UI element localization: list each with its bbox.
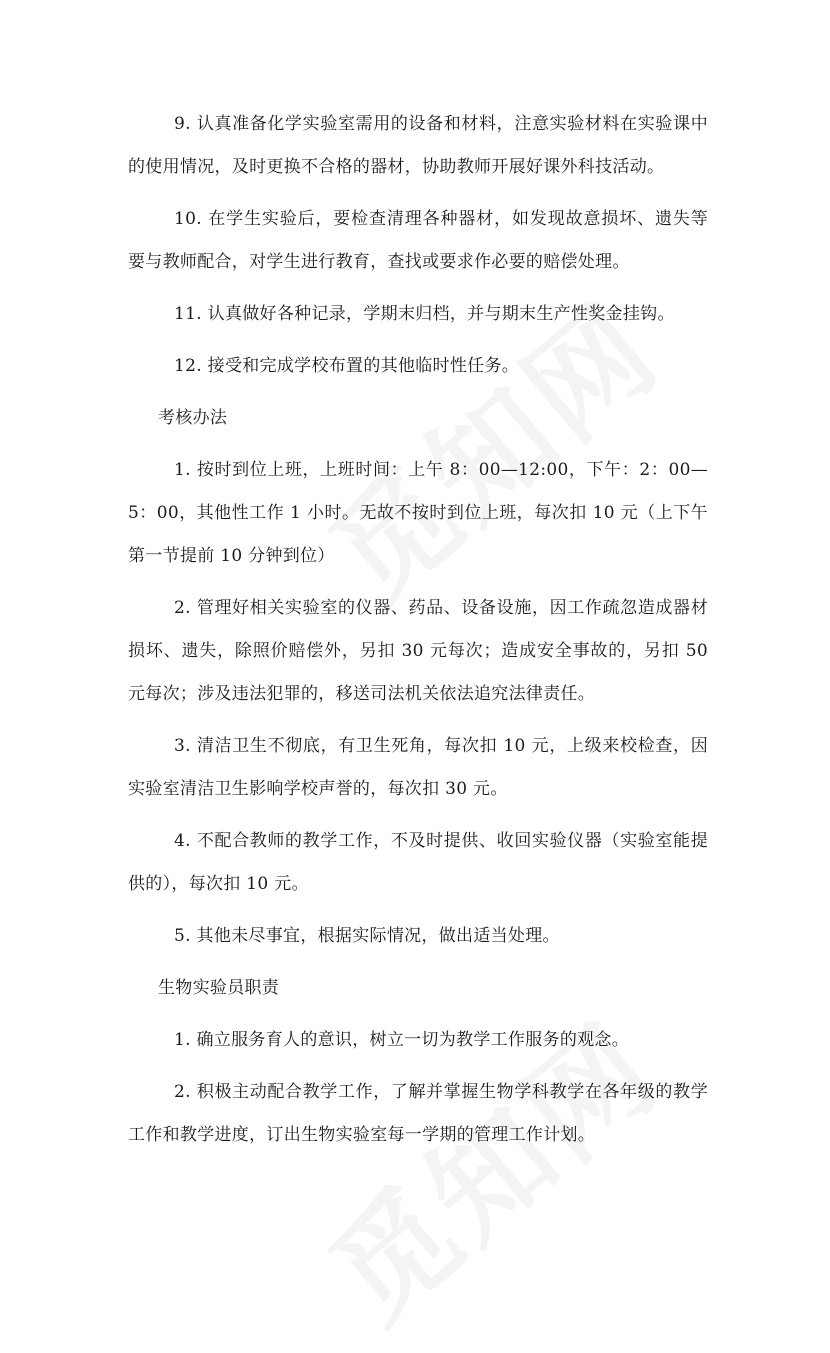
paragraph-item-10: 10. 在学生实验后，要检查清理各种器材，如发现故意损坏、遗失等要与教师配合，对学生进行教育，查找或要求作必要的赔偿处理。 (128, 209, 708, 272)
paragraph-assessment-4: 4. 不配合教师的教学工作，不及时提供、收回实验仪器（实验室能提供的），每次扣 10 元。 (128, 831, 708, 894)
paragraph-biology-1: 1. 确立服务育人的意识，树立一切为教学工作服务的观念。 (174, 1030, 630, 1050)
paragraph-assessment-3: 3. 清洁卫生不彻底，有卫生死角，每次扣 10 元，上级来校检查，因实验室清洁卫生影响学校声誉的，每次扣 30 元。 (128, 736, 708, 799)
paragraph-item-9: 9. 认真准备化学实验室需用的设备和材料，注意实验材料在实验课中的使用情况，及时更换不合格的器材，协助教师开展好课外科技活动。 (128, 114, 708, 177)
document-body (128, 103, 708, 1166)
paragraph-assessment-5: 5. 其他未尽事宜，根据实际情况，做出适当处理。 (174, 926, 560, 946)
paragraph-item-12: 12. 接受和完成学校布置的其他临时性任务。 (174, 356, 520, 376)
section-heading-assessment: 考核办法 (158, 408, 228, 428)
paragraph-assessment-2: 2. 管理好相关实验室的仪器、药品、设备设施，因工作疏忽造成器材损坏、遗失，除照价赔偿外，另扣 30 元每次；造成安全事故的，另扣 50 元每次；涉及违法犯罪的，移送司法机关依法追究法律责任。 (128, 598, 708, 704)
paragraph-biology-2: 2. 积极主动配合教学工作，了解并掌握生物学科教学在各年级的教学工作和教学进度，订出生物实验室每一学期的管理工作计划。 (128, 1082, 708, 1145)
paragraph-item-11: 11. 认真做好各种记录，学期末归档，并与期末生产性奖金挂钩。 (174, 304, 675, 324)
section-heading-biology-duties: 生物实验员职责 (158, 978, 280, 998)
paragraph-assessment-1: 1. 按时到位上班，上班时间：上午 8：00—12:00，下午：2：00—5：00，其他性工作 1 小时。无故不按时到位上班，每次扣 10 元（上下午第一节提前 10 分钟到位） (128, 460, 708, 566)
